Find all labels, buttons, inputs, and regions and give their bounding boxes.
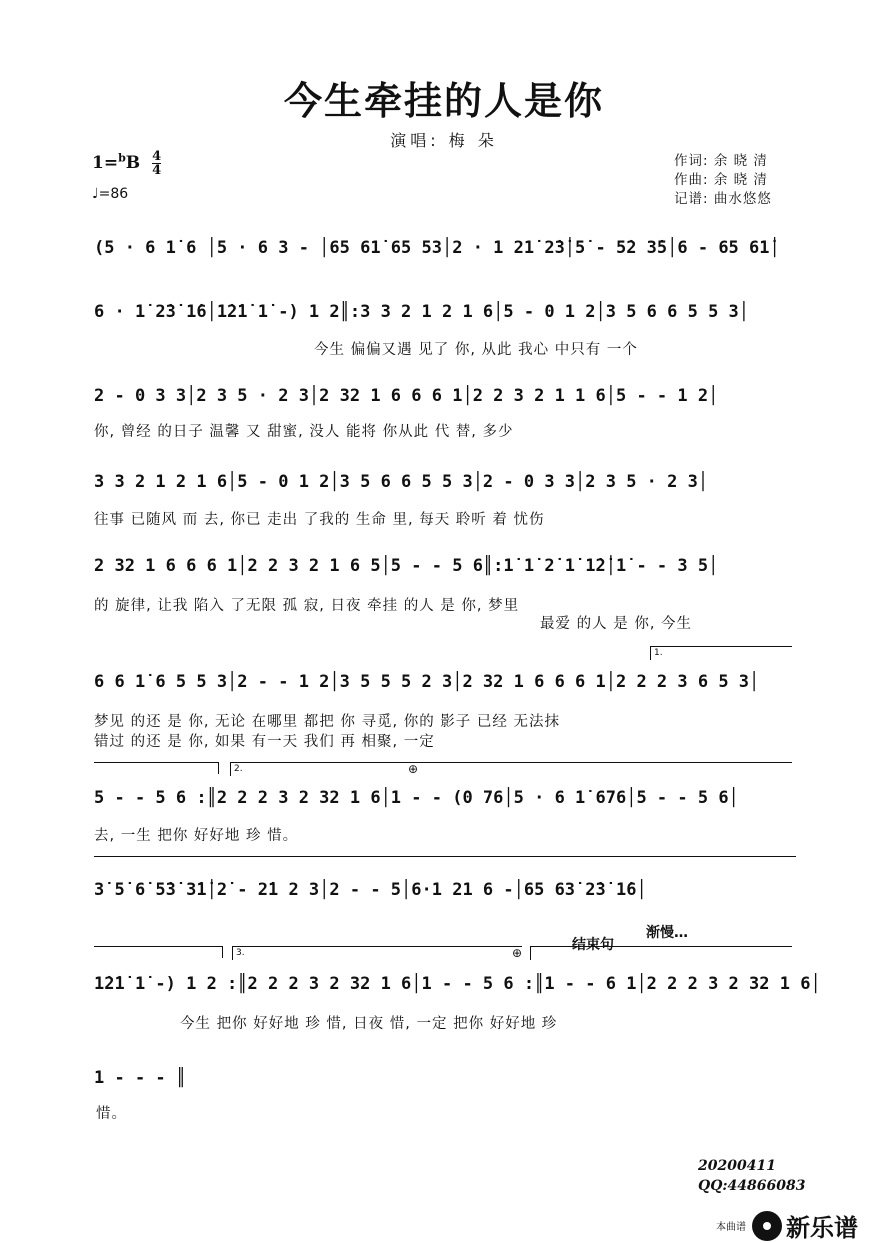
score-line-2-lyric: 今生 偏偏又遇 见了 你, 从此 我心 中只有 一个 — [314, 342, 638, 358]
logo-small-text: 本曲谱 — [716, 1222, 746, 1233]
score-line-8-notes: 3̇ 5̇ 6̇ 5̇3̇ 3̇1̇│2̇ - 2̇1 2 3│2 - - 5│6·1 21 6 -│65 63̇ 2̇3̇ 1̇6│ — [94, 880, 647, 900]
volta-1-bracket-cont — [94, 762, 218, 763]
score-line-7-notes: 5 - - 5 6 :║2 2 2 3 2 32 1 6│1 - - (0 76│5 · 6 1̇ 676│5 - - 5 6│ — [94, 788, 739, 808]
time-signature — [152, 150, 161, 177]
volta-3-bracket — [232, 946, 522, 947]
score-line-3-lyric: 你, 曾经 的日子 温馨 又 甜蜜, 没人 能将 你从此 代 替, 多少 — [94, 424, 514, 440]
record-disc-icon — [752, 1211, 782, 1241]
footer-date-block — [698, 1156, 806, 1196]
logo-text: 新乐谱 — [786, 1214, 858, 1242]
notator-credit: 记谱: 曲水悠悠 — [674, 191, 772, 207]
composer-credit: 作曲: 余 晓 清 — [674, 172, 768, 188]
score-line-1-notes: (5 · 6 1̇ 6 │5 · 6 3 - │65 61̇ 65 53│2 · 1 21̇ 2̇3̇│5̇ - 5̇2 3̇5│6 - 65 61̇│ — [94, 238, 780, 258]
key-signature — [92, 150, 161, 177]
score-line-4-notes: 3 3 2 1 2 1 6│5 - 0 1 2│3 5 6 6 5 5 3│2 - 0 3 3│2 3 5 · 2 3│ — [94, 472, 709, 492]
score-line-9-notes: 1̇2̇1̇ 1̇ -) 1 2 :║2 2 2 3 2 32 1 6│1 - - 5 6 :║1 - - 6 1│2 2 2 3 2 32 1 6│ — [94, 974, 821, 994]
volta-1-bracket-end — [218, 762, 219, 774]
score-line-2-notes: 6 · 1̇ 2̇3̇ 1̇6│1̇2̇1̇ 1̇ -) 1 2║:3 3 2 1 2 1 6│5 - 0 1 2│3 5 6 6 5 5 3│ — [94, 302, 750, 322]
volta-2-bracket — [230, 762, 792, 763]
score-line-4-lyric: 往事 已随风 而 去, 你已 走出 了我的 生命 里, 每天 聆听 着 忧伤 — [94, 512, 545, 528]
volta-2-bracket-end-side — [222, 946, 223, 958]
ending-bracket-side — [530, 946, 531, 960]
coda-sign-1: ⊕ — [408, 762, 419, 776]
ritard-label: 渐慢… — [646, 925, 688, 941]
volta-1-bracket — [650, 646, 792, 647]
key-prefix: 1= — [92, 153, 119, 173]
volta-2-bracket-cont — [94, 856, 796, 857]
page-title: 今生牵挂的人是你 — [283, 79, 604, 123]
score-line-6-lyric-1: 梦见 的还 是 你, 无论 在哪里 都把 你 寻觅, 你的 影子 已经 无法抹 — [94, 714, 561, 730]
time-bottom: 4 — [152, 163, 162, 178]
volta-1-bracket-side — [650, 646, 651, 660]
lyricist-credit: 作词: 余 晓 清 — [674, 153, 768, 169]
volta-2-bracket-end — [94, 946, 222, 947]
score-line-9-lyric: 今生 把你 好好地 珍 惜, 日夜 惜, 一定 把你 好好地 珍 — [180, 1016, 558, 1032]
ending-bracket — [530, 946, 792, 947]
volta-2-label: 2. — [234, 764, 243, 774]
volta-2-bracket-side — [230, 762, 231, 776]
key-note: B — [125, 153, 141, 173]
score-line-6-lyric-2: 错过 的还 是 你, 如果 有一天 我们 再 相聚, 一定 — [94, 734, 435, 750]
volta-1-label: 1. — [654, 648, 663, 658]
time-top: 4 — [152, 149, 162, 164]
volta-3-bracket-side — [232, 946, 233, 960]
score-line-6-notes: 6 6 1̇ 6 5 5 3│2 - - 1 2│3 5 5 5 2 3│2 32 1 6 6 6 1│2 2 2 3 6 5 3│ — [94, 672, 760, 692]
singer-credit: 演唱: 梅 朵 — [390, 131, 498, 150]
score-line-5-notes: 2 32 1 6 6 6 1│2 2 3 2 1 6 5│5 - - 5 6║:1̇ 1̇ 2̇ 1̇ 1̇2̇│1̇ - - 3 5│ — [94, 556, 719, 576]
credits-block — [674, 152, 772, 209]
score-line-7-lyric: 去, 一生 把你 好好地 珍 惜。 — [94, 828, 299, 844]
flat-sign: b — [118, 151, 126, 165]
score-line-10-lyric: 惜。 — [96, 1106, 127, 1122]
score-line-3-notes: 2 - 0 3 3│2 3 5 · 2 3│2 32 1 6 6 6 1│2 2 3 2 1 1 6│5 - - 1 2│ — [94, 386, 719, 406]
score-line-5-lyric-2: 最爱 的人 是 你, 今生 — [540, 616, 693, 632]
footer-date: 20200411 — [698, 1158, 776, 1174]
tempo-marking: ♩=86 — [92, 186, 129, 202]
site-logo — [716, 1208, 858, 1243]
score-line-5-lyric-1: 的 旋律, 让我 陷入 了无限 孤 寂, 日夜 牵挂 的人 是 你, 梦里 — [94, 598, 520, 614]
ending-label: 结束句 — [572, 937, 614, 953]
coda-sign-2: ⊕ — [512, 946, 523, 960]
volta-3-label: 3. — [236, 948, 245, 958]
score-line-10-notes: 1 - - - ║ — [94, 1068, 187, 1088]
footer-qq: QQ:44866083 — [698, 1178, 806, 1194]
